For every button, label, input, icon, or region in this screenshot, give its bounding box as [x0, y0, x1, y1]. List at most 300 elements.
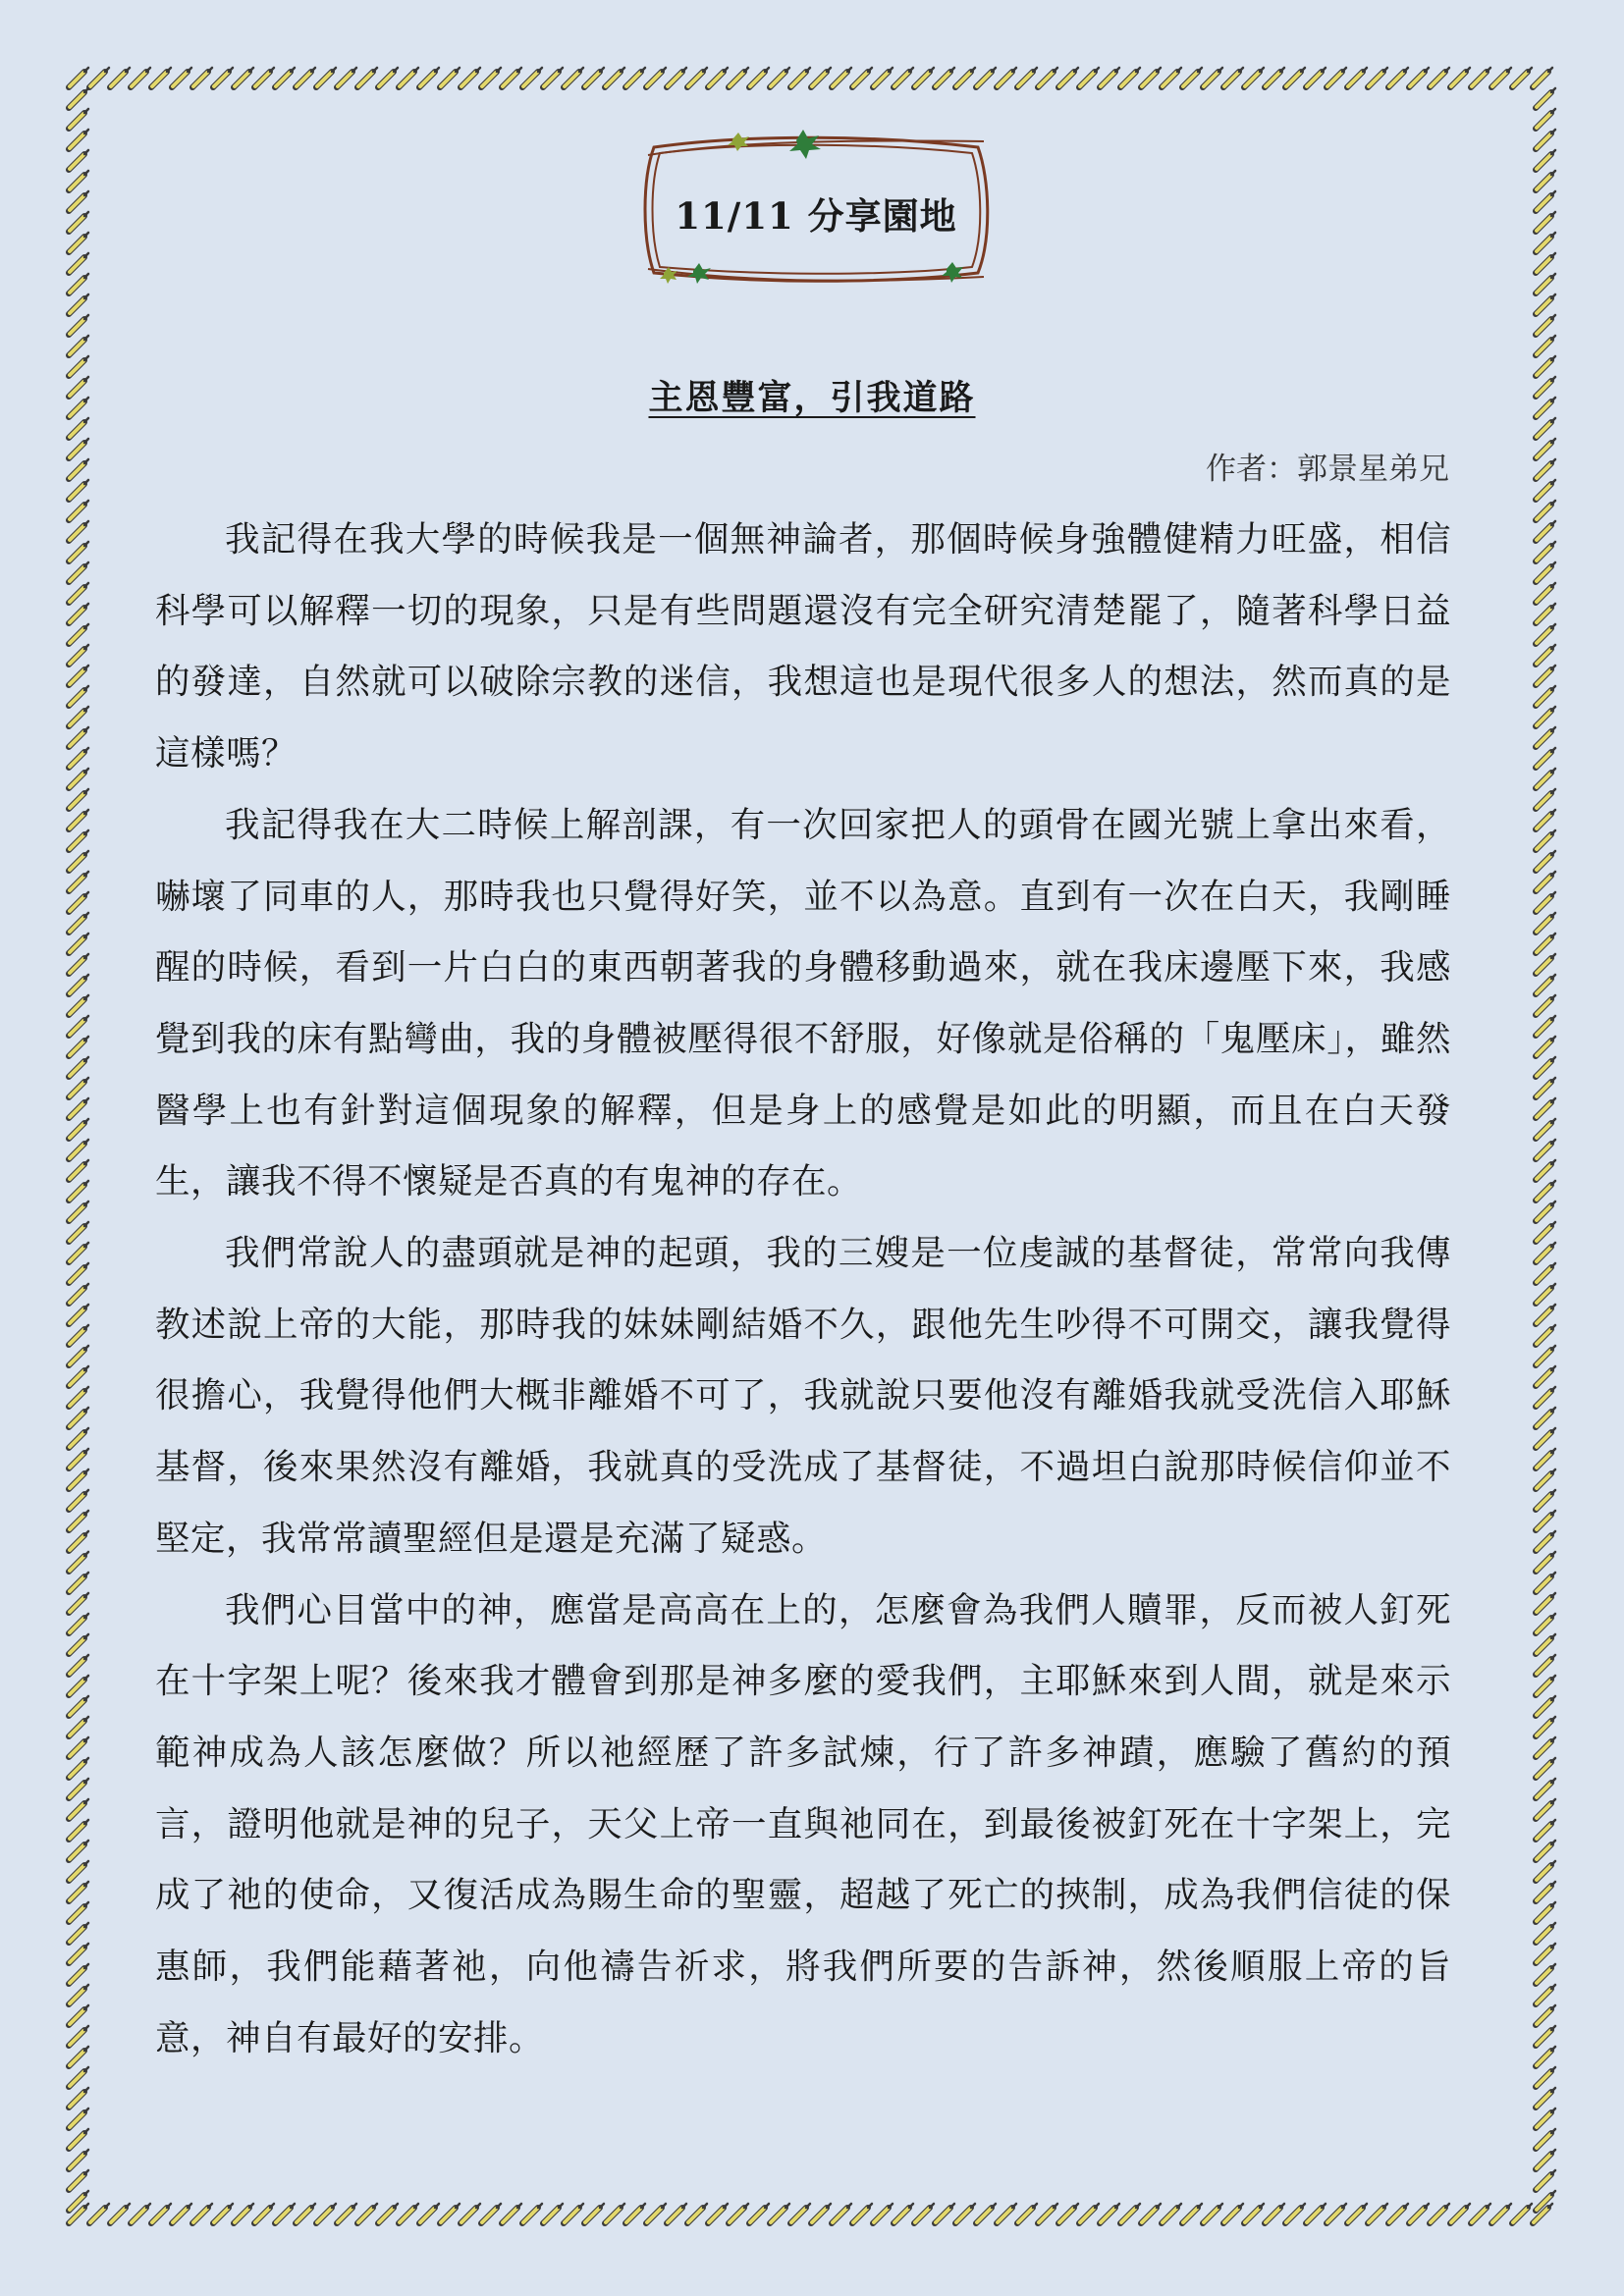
pencil-icon	[275, 2204, 295, 2223]
pencil-icon	[1203, 68, 1222, 87]
pencil-icon	[69, 1263, 88, 1283]
pencil-icon	[213, 68, 233, 87]
pencil-icon	[1536, 1552, 1555, 1572]
pencil-icon	[1536, 253, 1555, 273]
pencil-icon	[69, 233, 88, 252]
pencil-icon	[69, 1387, 88, 1407]
pencil-icon	[1536, 1696, 1555, 1716]
pencil-icon	[69, 1325, 88, 1345]
pencil-icon	[69, 1098, 88, 1118]
pencil-icon	[502, 2204, 521, 2223]
pencil-icon	[69, 913, 88, 933]
pencil-icon	[1536, 748, 1555, 768]
pencil-icon	[708, 68, 728, 87]
pencil-icon	[1536, 2191, 1555, 2211]
page-header-title: 11/11 分享園地	[675, 194, 957, 238]
pencil-icon	[1536, 707, 1555, 726]
pencil-icon	[69, 748, 88, 768]
pencil-icon	[1120, 68, 1140, 87]
pencil-icon	[1536, 1841, 1555, 1860]
pencil-icon	[1536, 1140, 1555, 1159]
pencil-icon	[893, 2204, 913, 2223]
pencil-icon	[1536, 2109, 1555, 2128]
pencil-icon	[69, 1614, 88, 1633]
pencil-icon	[1536, 1387, 1555, 1407]
pencil-icon	[69, 604, 88, 623]
pencil-icon	[1368, 2204, 1387, 2223]
pencil-icon	[1244, 68, 1264, 87]
pencil-icon	[1430, 68, 1449, 87]
pencil-icon	[1536, 2047, 1555, 2066]
pencil-icon	[69, 1408, 88, 1427]
pencil-icon	[69, 459, 88, 479]
pencil-icon	[1536, 1634, 1555, 1654]
pencil-icon	[1536, 542, 1555, 561]
pencil-icon	[1536, 872, 1555, 891]
pencil-icon	[1536, 439, 1555, 458]
pencil-icon	[790, 68, 810, 87]
pencil-icon	[89, 68, 109, 87]
pencil-icon	[481, 2204, 501, 2223]
pencil-icon	[1536, 150, 1555, 170]
pencil-icon	[69, 645, 88, 665]
pencil-icon	[1536, 1573, 1555, 1592]
pencil-icon	[69, 810, 88, 829]
pencil-icon	[69, 1222, 88, 1242]
pencil-icon	[1536, 1902, 1555, 1922]
pencil-icon	[1536, 2170, 1555, 2190]
pencil-icon	[69, 1758, 88, 1778]
pencil-icon	[69, 975, 88, 994]
pencil-icon	[1326, 68, 1346, 87]
pencil-icon	[1038, 68, 1057, 87]
pencil-icon	[1223, 68, 1243, 87]
pencil-icon	[378, 2204, 398, 2223]
pencil-icon	[1536, 1449, 1555, 1468]
pencil-icon	[69, 1573, 88, 1592]
pencil-icon	[1536, 130, 1555, 149]
pencil-icon	[69, 1882, 88, 1901]
pencil-icon	[1536, 1325, 1555, 1345]
paragraph: 我們心目當中的神，應當是高高在上的，怎麼會為我們人贖罪，反而被人釘死在十字架上呢？後來我才體會到那是神多麼的愛我們，主耶穌來到人間，就是來示範神成為人該怎麼做？所以祂經歷了許多試煉，行了許多神蹟，應驗了舊約的預言，證明他就是神的兒子，天父上帝一直與祂同在，到最後被釘死在十字架上，完成了祂的使命，又復活成為賜生命的聖靈，超越了死亡的挾制，成為我們信徒的保惠師，我們能藉著祂，向他禱告祈求，將我們所要的告訴神，然後順服上帝的旨意，神自有最好的安排。	[155, 1589, 1451, 2058]
pencil-icon	[337, 68, 356, 87]
pencil-icon	[69, 1985, 88, 2004]
pencil-icon	[832, 2204, 851, 2223]
pencil-icon	[1512, 2204, 1532, 2223]
pencil-icon	[1536, 1243, 1555, 1262]
pencil-icon	[337, 2204, 356, 2223]
pencil-icon	[1536, 851, 1555, 871]
pencil-icon	[69, 109, 88, 129]
pencil-icon	[1536, 1428, 1555, 1448]
pencil-icon	[1536, 1160, 1555, 1180]
pencil-icon	[254, 68, 274, 87]
pencil-icon	[69, 1201, 88, 1221]
pencil-icon	[69, 418, 88, 438]
pencil-icon	[399, 2204, 418, 2223]
pencil-icon	[1058, 68, 1078, 87]
pencil-icon	[69, 830, 88, 850]
pencil-icon	[316, 2204, 336, 2223]
pencil-icon	[584, 2204, 604, 2223]
pencil-icon	[69, 521, 88, 541]
pencil-icon	[192, 2204, 212, 2223]
pencil-icon	[69, 2026, 88, 2046]
pencil-icon	[69, 439, 88, 458]
pencil-icon	[914, 2204, 934, 2223]
pencil-icon	[1536, 727, 1555, 747]
pencil-icon	[69, 624, 88, 644]
pencil-icon	[1536, 1985, 1555, 2004]
pencil-icon	[584, 68, 604, 87]
pencil-icon	[1536, 1490, 1555, 1510]
pencil-icon	[69, 1676, 88, 1695]
pencil-icon	[1536, 1779, 1555, 1798]
pencil-icon	[646, 68, 666, 87]
pencil-icon	[914, 68, 934, 87]
pencil-icon	[811, 68, 831, 87]
pencil-icon	[1079, 68, 1099, 87]
pencil-icon	[1536, 810, 1555, 829]
pencil-icon	[522, 2204, 542, 2223]
pencil-icon	[69, 2129, 88, 2149]
pencil-icon	[110, 2204, 130, 2223]
pencil-icon	[564, 68, 583, 87]
pencil-icon	[729, 68, 748, 87]
pencil-icon	[770, 68, 789, 87]
pencil-icon	[687, 2204, 707, 2223]
pencil-icon	[69, 1160, 88, 1180]
pencil-icon	[667, 2204, 686, 2223]
pencil-icon	[481, 68, 501, 87]
pencil-icon	[811, 2204, 831, 2223]
pencil-icon	[1100, 2204, 1119, 2223]
pencil-icon	[399, 68, 418, 87]
pencil-icon	[419, 2204, 439, 2223]
pencil-icon	[234, 2204, 253, 2223]
pencil-icon	[69, 666, 88, 685]
pencil-icon	[69, 995, 88, 1015]
pencil-icon	[708, 2204, 728, 2223]
pencil-icon	[1017, 68, 1037, 87]
pencil-icon	[1536, 109, 1555, 129]
pencil-icon	[69, 1655, 88, 1675]
pencil-icon	[69, 171, 88, 190]
pencil-icon	[1120, 2204, 1140, 2223]
pencil-icon	[1306, 68, 1326, 87]
pencil-icon	[69, 1057, 88, 1077]
pencil-icon	[729, 2204, 748, 2223]
pencil-icon	[1536, 789, 1555, 809]
pencil-icon	[131, 68, 150, 87]
pencil-icon	[605, 68, 624, 87]
pencil-icon	[1536, 1346, 1555, 1365]
pencil-icon	[69, 68, 88, 87]
article-body	[155, 505, 1451, 2074]
author-line: 作者：郭景星弟兄	[1206, 452, 1449, 487]
pencil-icon	[69, 1717, 88, 1736]
pencil-icon	[1038, 2204, 1057, 2223]
pencil-icon	[69, 294, 88, 314]
pencil-icon	[955, 2204, 975, 2223]
pencil-icon	[172, 68, 191, 87]
pencil-icon	[1536, 1263, 1555, 1283]
pencil-icon	[69, 1964, 88, 1984]
pencil-icon	[1203, 2204, 1222, 2223]
pencil-icon	[935, 2204, 954, 2223]
pencil-icon	[69, 872, 88, 891]
pencil-icon	[790, 2204, 810, 2223]
pencil-icon	[955, 68, 975, 87]
pencil-icon	[131, 2204, 150, 2223]
pencil-icon	[69, 2150, 88, 2169]
pencil-icon	[1536, 418, 1555, 438]
pencil-icon	[69, 1696, 88, 1716]
pencil-icon	[1450, 68, 1470, 87]
pencil-icon	[1491, 2204, 1511, 2223]
pencil-icon	[69, 1490, 88, 1510]
pencil-icon	[1536, 995, 1555, 1015]
pencil-icon	[1162, 68, 1181, 87]
pencil-icon	[1536, 2067, 1555, 2087]
pencil-icon	[1536, 171, 1555, 190]
pencil-icon	[69, 1511, 88, 1530]
pencil-icon	[1536, 1944, 1555, 1963]
pencil-icon	[1536, 1655, 1555, 1675]
pencil-icon	[69, 1552, 88, 1572]
pencil-icon	[770, 2204, 789, 2223]
pencil-icon	[749, 2204, 769, 2223]
pencil-icon	[1536, 294, 1555, 314]
pencil-icon	[1536, 830, 1555, 850]
pencil-icon	[1536, 604, 1555, 623]
pencil-icon	[1347, 68, 1367, 87]
pencil-icon	[172, 2204, 191, 2223]
pencil-icon	[69, 789, 88, 809]
pencil-icon	[1536, 1614, 1555, 1633]
pencil-icon	[1100, 68, 1119, 87]
pencil-icon	[1536, 315, 1555, 335]
pencil-icon	[69, 1181, 88, 1201]
pencil-icon	[69, 191, 88, 211]
pencil-icon	[1326, 2204, 1346, 2223]
pencil-icon	[69, 2109, 88, 2128]
pencil-icon	[69, 851, 88, 871]
pencil-icon	[69, 1779, 88, 1798]
pencil-icon	[69, 315, 88, 335]
pencil-icon	[502, 68, 521, 87]
pencil-icon	[1409, 2204, 1429, 2223]
pencil-icon	[69, 1944, 88, 1963]
pencil-icon	[832, 68, 851, 87]
pencil-icon	[1536, 191, 1555, 211]
pencil-icon	[69, 2191, 88, 2211]
pencil-icon	[997, 2204, 1016, 2223]
pencil-icon	[1536, 1964, 1555, 1984]
pencil-icon	[625, 68, 645, 87]
pencil-icon	[1536, 934, 1555, 953]
pencil-icon	[69, 1531, 88, 1551]
pencil-icon	[1409, 68, 1429, 87]
pencil-icon	[873, 2204, 893, 2223]
pencil-icon	[1536, 521, 1555, 541]
pencil-icon	[69, 1078, 88, 1097]
pencil-icon	[605, 2204, 624, 2223]
pencil-icon	[69, 274, 88, 294]
pencil-icon	[69, 253, 88, 273]
pencil-icon	[69, 954, 88, 974]
pencil-icon	[1536, 1119, 1555, 1139]
pencil-icon	[69, 501, 88, 520]
pencil-icon	[1536, 2150, 1555, 2169]
pencil-icon	[69, 769, 88, 788]
pencil-icon	[1079, 2204, 1099, 2223]
pencil-icon	[1536, 1737, 1555, 1757]
pencil-icon	[275, 68, 295, 87]
pencil-icon	[69, 1449, 88, 1468]
pencil-icon	[1536, 1181, 1555, 1201]
pencil-icon	[69, 1469, 88, 1489]
pencil-icon	[254, 2204, 274, 2223]
pencil-icon	[1536, 88, 1555, 108]
pencil-icon	[1536, 1284, 1555, 1304]
pencil-icon	[419, 68, 439, 87]
pencil-icon	[1347, 2204, 1367, 2223]
pencil-icon	[192, 68, 212, 87]
pencil-icon	[1306, 2204, 1326, 2223]
pencil-icon	[1536, 1057, 1555, 1077]
pencil-icon	[1491, 68, 1511, 87]
pencil-border-bottom	[69, 2204, 1552, 2223]
pencil-icon	[873, 68, 893, 87]
pencil-icon	[69, 1016, 88, 1036]
pencil-icon	[89, 2204, 109, 2223]
pencil-icon	[69, 686, 88, 706]
pencil-icon	[1536, 1758, 1555, 1778]
pencil-icon	[667, 68, 686, 87]
pencil-icon	[1536, 1078, 1555, 1097]
pencil-icon	[1536, 666, 1555, 685]
pencil-border-top	[69, 68, 1552, 87]
pencil-icon	[1058, 2204, 1078, 2223]
pencil-icon	[1536, 1305, 1555, 1324]
pencil-icon	[69, 1140, 88, 1159]
pencil-icon	[625, 2204, 645, 2223]
pencil-icon	[69, 934, 88, 953]
pencil-icon	[1162, 2204, 1181, 2223]
pencil-icon	[1536, 1222, 1555, 1242]
pencil-icon	[1536, 892, 1555, 912]
pencil-icon	[69, 1923, 88, 1943]
pencil-icon	[1265, 68, 1284, 87]
pencil-icon	[1536, 2088, 1555, 2108]
pencil-icon	[1536, 1016, 1555, 1036]
pencil-icon	[1536, 336, 1555, 355]
pencil-icon	[69, 150, 88, 170]
pencil-icon	[1536, 913, 1555, 933]
pencil-icon	[69, 1305, 88, 1324]
pencil-icon	[1533, 68, 1552, 87]
pencil-icon	[69, 1737, 88, 1757]
pencil-icon	[1536, 1923, 1555, 1943]
pencil-icon	[69, 2204, 88, 2223]
pencil-icon	[1244, 2204, 1264, 2223]
pencil-icon	[1512, 68, 1532, 87]
pencil-icon	[69, 707, 88, 726]
pencil-icon	[378, 68, 398, 87]
pencil-icon	[1223, 2204, 1243, 2223]
pencil-icon	[296, 2204, 315, 2223]
pencil-icon	[564, 2204, 583, 2223]
pencil-icon	[69, 212, 88, 232]
pencil-icon	[1536, 975, 1555, 994]
pencil-icon	[1536, 1531, 1555, 1551]
pencil-icon	[69, 2047, 88, 2066]
pencil-icon	[935, 68, 954, 87]
pencil-icon	[687, 68, 707, 87]
article-title	[0, 371, 1624, 420]
pencil-icon	[296, 68, 315, 87]
pencil-icon	[1536, 686, 1555, 706]
pencil-icon	[1141, 68, 1161, 87]
pencil-icon	[316, 68, 336, 87]
pencil-icon	[460, 68, 480, 87]
pencil-icon	[69, 727, 88, 747]
pencil-icon	[69, 1861, 88, 1881]
pencil-icon	[1141, 2204, 1161, 2223]
pencil-icon	[543, 68, 563, 87]
pencil-icon	[460, 2204, 480, 2223]
pencil-icon	[1536, 1098, 1555, 1118]
pencil-icon	[522, 68, 542, 87]
pencil-icon	[440, 68, 460, 87]
pencil-icon	[997, 68, 1016, 87]
pencil-icon	[1533, 2204, 1552, 2223]
pencil-icon	[646, 2204, 666, 2223]
pencil-icon	[69, 1841, 88, 1860]
pencil-icon	[69, 562, 88, 582]
pencil-icon	[151, 68, 171, 87]
pencil-icon	[1536, 1469, 1555, 1489]
pencil-icon	[1536, 1861, 1555, 1881]
pencil-icon	[1450, 2204, 1470, 2223]
pencil-icon	[543, 2204, 563, 2223]
pencil-icon	[69, 1366, 88, 1386]
pencil-icon	[1536, 1408, 1555, 1427]
pencil-icon	[1536, 501, 1555, 520]
pencil-icon	[1536, 2026, 1555, 2046]
pencil-icon	[69, 2170, 88, 2190]
pencil-icon	[440, 2204, 460, 2223]
pencil-icon	[151, 2204, 171, 2223]
pencil-icon	[1368, 68, 1387, 87]
pencil-icon	[69, 1037, 88, 1056]
pencil-icon	[69, 2088, 88, 2108]
pencil-icon	[110, 68, 130, 87]
pencil-icon	[1536, 562, 1555, 582]
pencil-icon	[1017, 2204, 1037, 2223]
pencil-icon	[69, 1799, 88, 1819]
pencil-icon	[69, 1119, 88, 1139]
pencil-icon	[976, 2204, 996, 2223]
pencil-icon	[69, 1428, 88, 1448]
pencil-icon	[1536, 769, 1555, 788]
pencil-icon	[1536, 480, 1555, 500]
pencil-icon	[234, 68, 253, 87]
pencil-icon	[69, 88, 88, 108]
pencil-icon	[1536, 1882, 1555, 1901]
pencil-icon	[852, 2204, 872, 2223]
